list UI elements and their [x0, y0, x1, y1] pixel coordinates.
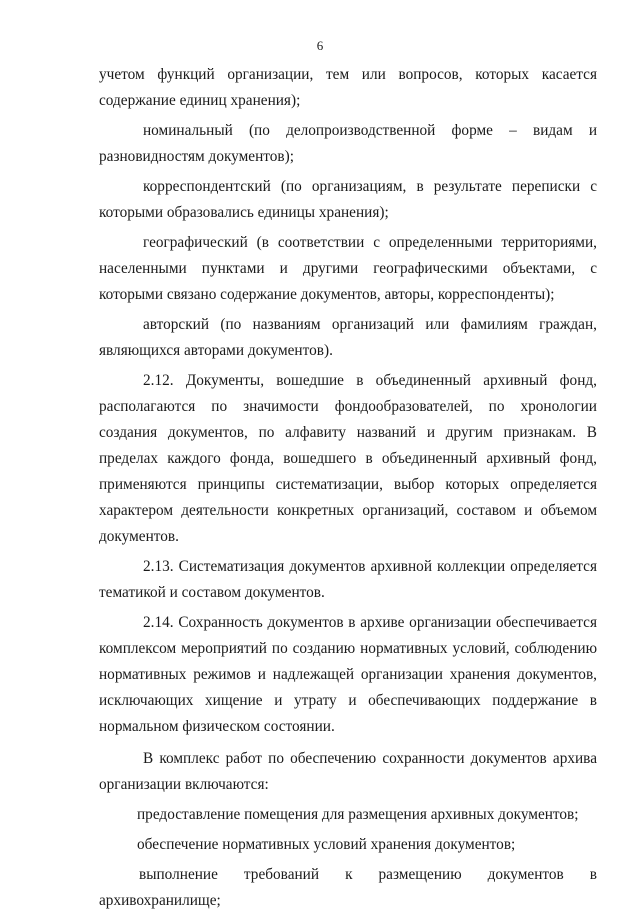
paragraph-continuation: учетом функций организации, тем или вопросов, которых касается содержание единиц хранения); [99, 66, 597, 109]
paragraph-2-13: 2.13. Систематизация документов архивной коллекции определяется тематикой и составом документов. [99, 558, 597, 601]
paragraph-complex: В комплекс работ по обеспечению сохранности документов архива организации включаются: [99, 750, 597, 793]
paragraph-author: авторский (по названиям организаций или фамилиям граждан, являющихся авторами документов). [99, 316, 597, 359]
page-number: 6 [316, 38, 324, 53]
paragraph-geographic: географический (в соответствии с определенными территориями, населенными пунктами и другими географическими объектами, с которыми связано содержание документов, авторы, корреспонденты); [99, 234, 597, 303]
list-item-premises: предоставление помещения для размещения архивных документов; [137, 806, 579, 823]
document-body [99, 62, 597, 914]
paragraph-2-12: 2.12. Документы, вошедшие в объединенный архивный фонд, располагаются по значимости фондообразователей, по хронологии создания документов, по алфавиту названий и другим признакам. В пределах каждого фонда, вошедшего в объединенный архивный фонд, применяются принципы систематизации, выбор которых определяется характером деятельности конкретных организаций, составом и объемом документов. [99, 372, 597, 545]
paragraph-nominal: номинальный (по делопроизводственной форме – видам и разновидностям документов); [99, 122, 597, 165]
paragraph-2-14: 2.14. Сохранность документов в архиве организации обеспечивается комплексом мероприятий по созданию нормативных условий, соблюдению нормативных режимов и надлежащей организации хранения документов, исключающих хищение и утрату и обеспечивающих поддержание в нормальном физическом состоянии. [99, 614, 597, 735]
paragraph-correspondent: корреспондентский (по организациям, в результате переписки с которыми образовались единицы хранения); [99, 178, 597, 221]
list-item-requirements: выполнение требований к размещению документов в архивохранилище; [99, 866, 597, 909]
list-item-conditions: обеспечение нормативных условий хранения документов; [137, 836, 516, 853]
